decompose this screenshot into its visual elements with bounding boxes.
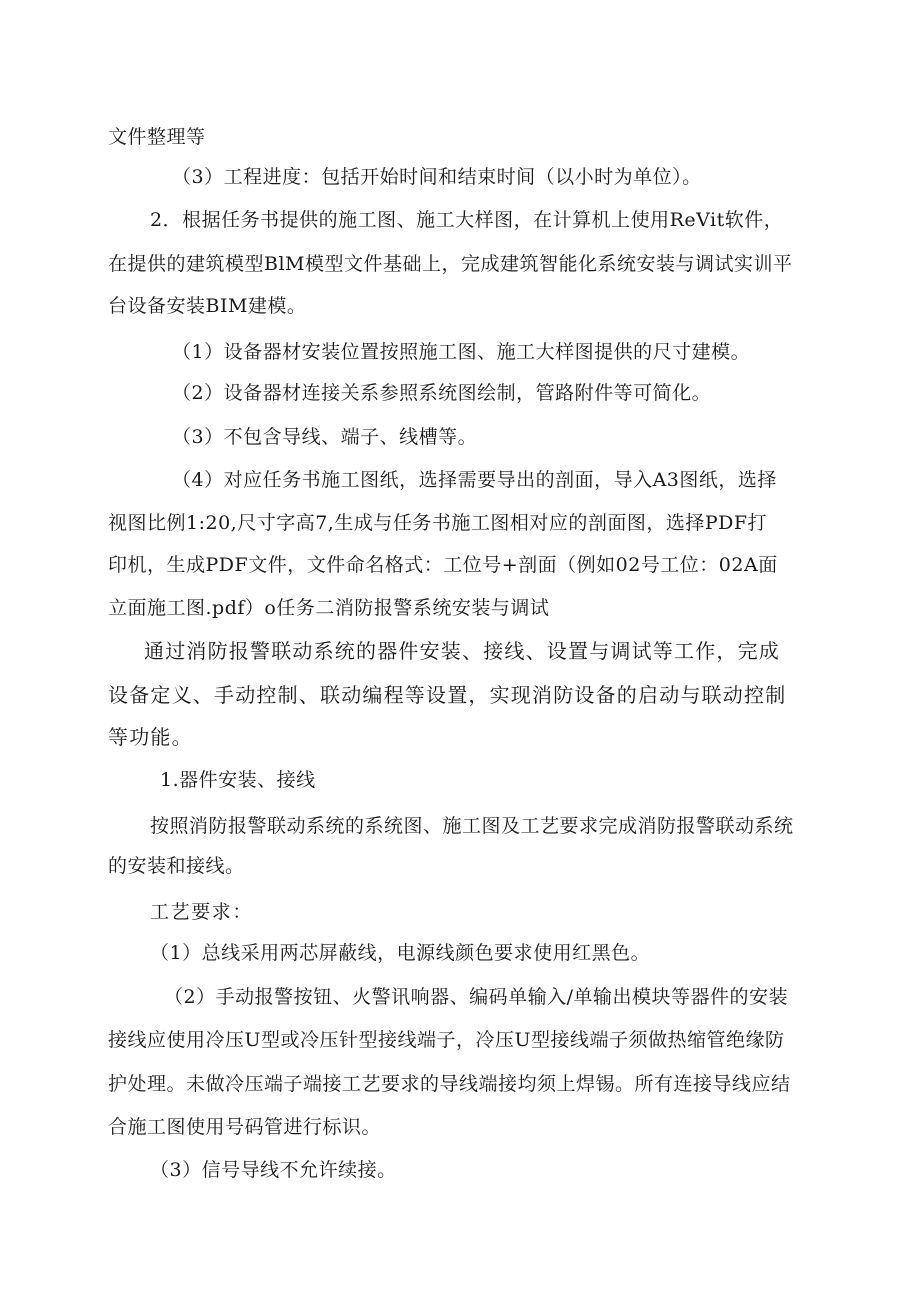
paragraph-line: 设备定义、手动控制、联动编程等设置，实现消防设备的启动与联动控制 (108, 683, 787, 707)
paragraph-line: 护处理。未做冷压端子端接工艺要求的导线端接均须上焊锡。所有连接导线应结 (108, 1073, 791, 1095)
paragraph-line: （2）手动报警按钮、火警讯响器、编码单输入/单输出模块等器件的安装 (164, 986, 788, 1008)
paragraph-line: （1）总线采用两芯屏蔽线，电源线颜色要求使用红黑色。 (150, 942, 651, 964)
paragraph-line: 的安装和接线。 (108, 855, 245, 877)
paragraph-line: 2．根据任务书提供的施工图、施工大样图，在计算机上使用ReVit软件， (150, 209, 784, 231)
paragraph-line: 通过消防报警联动系统的器件安装、接线、设置与调试等工作，完成 (144, 639, 780, 663)
paragraph-line: （4）对应任务书施工图纸，选择需要导出的剖面，导入A3图纸，选择 (172, 469, 777, 491)
requirements-heading: 工艺要求： (150, 901, 254, 923)
section-heading: 1.器件安装、接线 (160, 769, 316, 791)
paragraph-line: （1）设备器材安装位置按照施工图、施工大样图提供的尺寸建模。 (172, 341, 751, 363)
paragraph-line: 立面施工图.pdf）o任务二消防报警系统安装与调试 (108, 597, 550, 619)
paragraph-line: （3）信号导线不允许续接。 (150, 1159, 397, 1181)
paragraph-line: 台设备安装BIM建模。 (108, 295, 307, 317)
paragraph-line: （3）不包含导线、端子、线槽等。 (172, 426, 478, 448)
paragraph-line: 在提供的建筑模型BlM模型文件基础上，完成建筑智能化系统安装与调试实训平 (108, 253, 793, 275)
paragraph-line: 接线应使用冷压U型或冷压针型接线端子，冷压U型接线端子须做热缩管绝缘防 (108, 1029, 785, 1051)
paragraph-line: 按照消防报警联动系统的系统图、施工图及工艺要求完成消防报警联动系统 (150, 815, 794, 837)
paragraph-line: 印机，生成PDF文件，文件命名格式：工位号+剖面（例如02号工位：02A面 (108, 554, 778, 576)
paragraph-line: 文件整理等 (108, 126, 206, 148)
paragraph-line: 合施工图使用号码管进行标识。 (108, 1116, 382, 1138)
paragraph-line: （3）工程进度：包括开始时间和结束时间（以小时为单位）。 (172, 166, 702, 188)
paragraph-line: （2）设备器材连接关系参照系统图绘制，管路附件等可简化。 (172, 382, 712, 404)
paragraph-line: 等功能。 (108, 725, 193, 749)
paragraph-line: 视图比例1:20,尺寸字高7,生成与任务书施工图相对应的剖面图，选择PDF打 (108, 512, 768, 534)
